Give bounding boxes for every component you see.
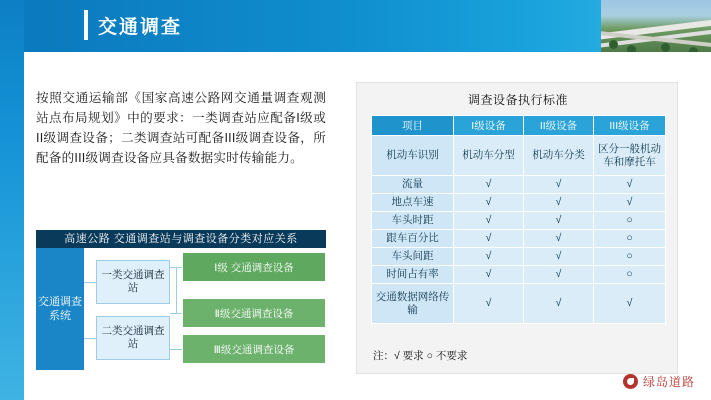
diagram-connector: [176, 267, 177, 313]
table-row: [372, 230, 666, 248]
table-cell-item: 车头间距: [372, 248, 454, 266]
diagram-connector: [170, 349, 182, 350]
table-row: [372, 212, 666, 230]
table-cell: 机动车分类: [524, 136, 594, 176]
table-cell-item: 地点车速: [372, 194, 454, 212]
standards-panel: [356, 82, 678, 374]
table-cell-item: 车头时距: [372, 212, 454, 230]
title-accent-bar: [84, 10, 88, 40]
table-cell: √: [454, 284, 524, 324]
table-note: 注：√ 要求 ○ 不要求: [373, 350, 468, 362]
table-cell: √: [454, 230, 524, 248]
table-cell: √: [454, 194, 524, 212]
table-cell: 机动车分型: [454, 136, 524, 176]
table-cell: √: [524, 230, 594, 248]
table-row: [372, 176, 666, 194]
table-cell: √: [524, 284, 594, 324]
tree-icon: [627, 45, 636, 52]
table-cell: √: [524, 194, 594, 212]
diagram-leaf-level-1: Ⅰ级 交通调查设备: [182, 252, 326, 282]
table-cell: ○: [594, 248, 666, 266]
table-cell: √: [454, 248, 524, 266]
highway-photo: [601, 0, 711, 52]
leaf-logo-icon: [623, 374, 638, 389]
table-cell-item: 时间占有率: [372, 266, 454, 284]
diagram-connector: [84, 338, 96, 339]
diagram-node-class-2: 二类交通调查站: [96, 316, 170, 360]
table-row: [372, 136, 666, 176]
table-cell-item: 交通数据网络传输: [372, 284, 454, 324]
diagram-leaf-level-2: Ⅱ级交通调查设备: [182, 298, 326, 328]
diagram-root-node: 交通调查系统: [36, 248, 84, 370]
table-cell: ○: [594, 212, 666, 230]
watermark: [623, 373, 695, 390]
table-cell-item: 跟车百分比: [372, 230, 454, 248]
table-cell: √: [524, 266, 594, 284]
table-cell: √: [594, 194, 666, 212]
table-cell: 区分一般机动车和摩托车: [594, 136, 666, 176]
tree-icon: [661, 43, 670, 52]
table-cell: √: [454, 212, 524, 230]
table-title: 调查设备执行标准: [467, 93, 568, 107]
table-cell: √: [594, 176, 666, 194]
diagram-title: 高速公路 交通调查站与调查设备分类对应关系: [36, 230, 326, 248]
table-cell: √: [594, 284, 666, 324]
diagram-leaf-level-3: Ⅲ级交通调查设备: [182, 334, 326, 364]
table-header-row: [372, 116, 666, 136]
diagram-connector: [170, 313, 182, 314]
tree-icon: [689, 47, 698, 52]
table-cell: ○: [594, 266, 666, 284]
page-title: 交通调查: [98, 17, 183, 38]
table-col-level-1: I级设备: [454, 116, 524, 136]
watermark-label: 绿岛道路: [642, 375, 695, 389]
table-row: [372, 284, 666, 324]
standards-table: [371, 115, 666, 324]
table-col-item: 项目: [372, 116, 454, 136]
body-paragraph: 按照交通运输部《国家高速公路网交通量调查观测站点布局规划》中的要求：一类调查站应配备I级或II级调查设备；二类调查站可配备III级调查设备，所配备的III级调查设备应具备数据实时传输能力。: [36, 91, 326, 165]
table-row: [372, 248, 666, 266]
slide-header: [24, 0, 711, 52]
left-decorative-strip: [0, 0, 24, 400]
table-cell-item: 机动车识别: [372, 136, 454, 176]
diagram-connector: [84, 282, 96, 283]
diagram-node-class-1: 一类交通调查站: [96, 260, 170, 304]
table-row: [372, 266, 666, 284]
table-cell: √: [524, 212, 594, 230]
table-cell-item: 流量: [372, 176, 454, 194]
tree-icon: [609, 40, 618, 49]
table-cell: √: [454, 266, 524, 284]
table-col-level-3: III级设备: [594, 116, 666, 136]
table-row: [372, 194, 666, 212]
table-cell: ○: [594, 230, 666, 248]
table-cell: √: [524, 176, 594, 194]
classification-diagram: [36, 230, 336, 370]
table-cell: √: [524, 248, 594, 266]
table-col-level-2: II级设备: [524, 116, 594, 136]
table-cell: √: [454, 176, 524, 194]
